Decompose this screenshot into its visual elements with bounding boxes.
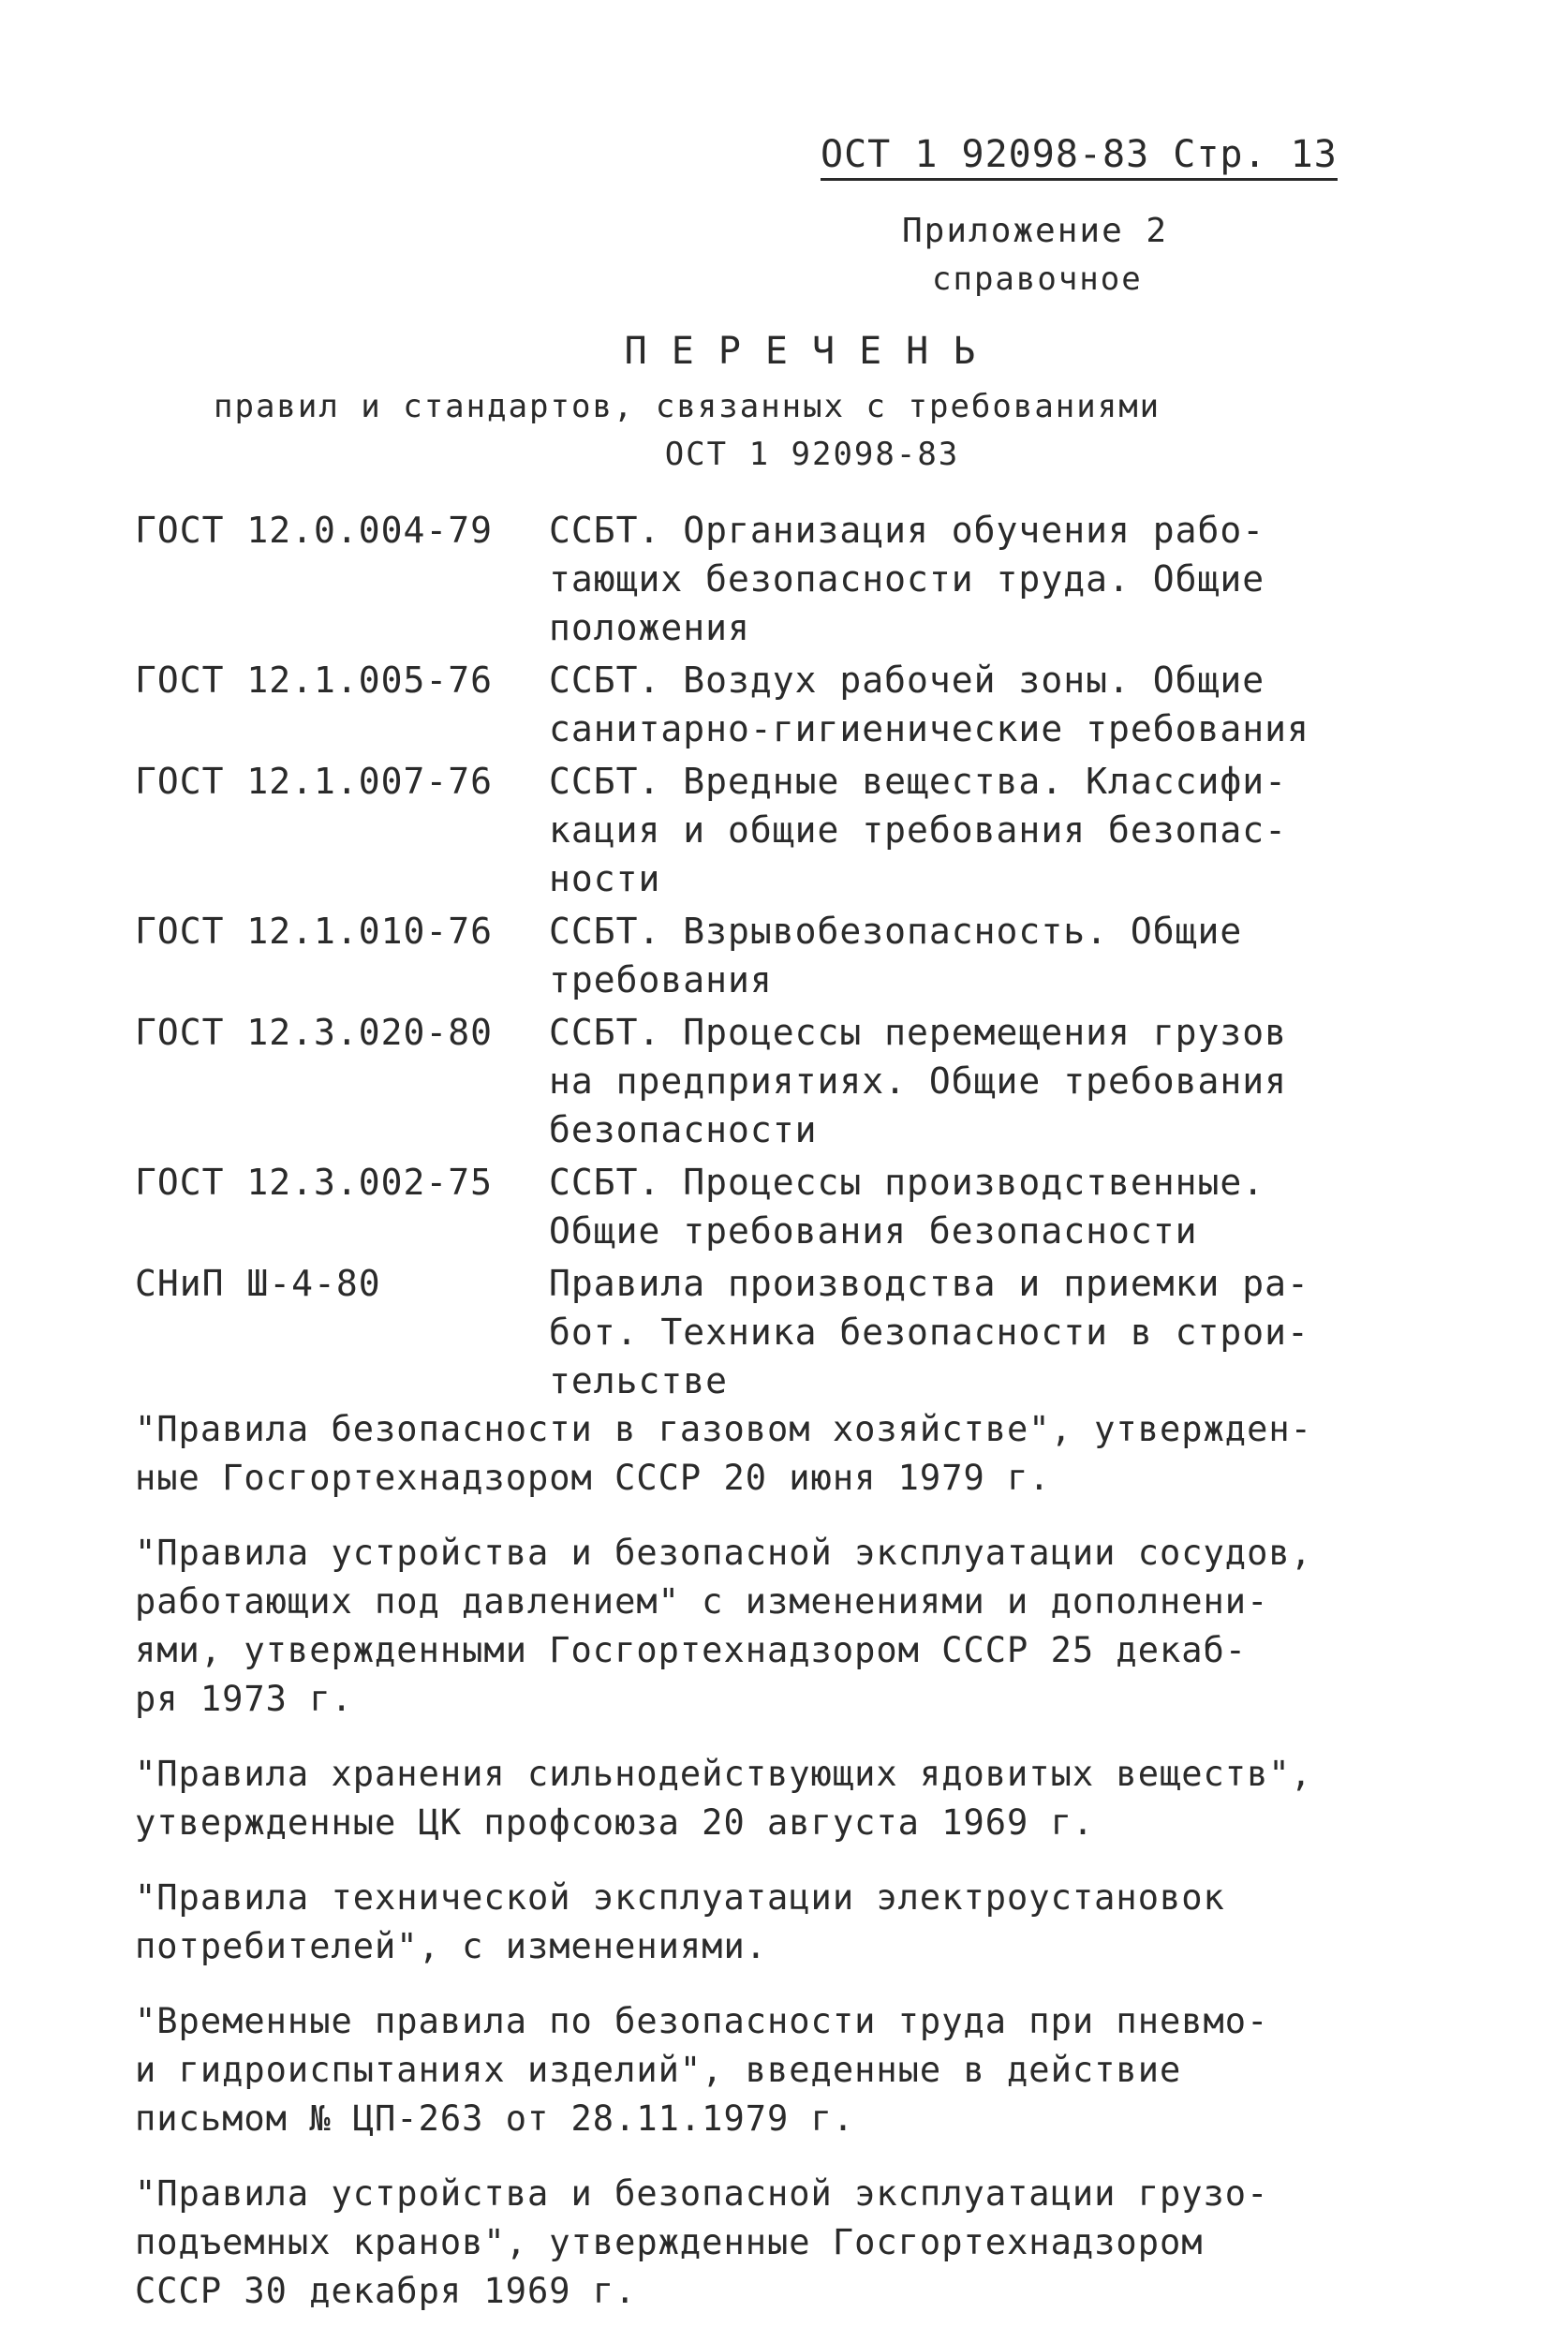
rule-line: письмом № ЦП-263 от 28.11.1979 г. <box>135 2098 855 2139</box>
rule-line: и гидроиспытаниях изделий", введенные в действие <box>135 2050 1182 2090</box>
description-line: положения <box>549 607 750 648</box>
rule-line: "Правила хранения сильнодействующих ядовитых веществ", <box>135 1754 1312 1794</box>
description-line: требования <box>549 959 773 1001</box>
rule-line: "Правила устройства и безопасной эксплуатации сосудов, <box>135 1533 1312 1573</box>
standard-description <box>549 757 1390 903</box>
rule-line: ные Госгортехнадзором СССР 20 июня 1979 г. <box>135 1458 1051 1498</box>
description-line: ССБТ. Вредные вещества. Классифи- <box>549 761 1287 802</box>
rule-item <box>135 1529 1446 1724</box>
description-line: кация и общие требования безопас- <box>549 809 1287 851</box>
standard-row <box>135 907 1390 1004</box>
standard-code: ГОСТ 12.3.002-75 <box>135 1162 494 1203</box>
standard-description <box>549 907 1390 1004</box>
description-line: на предприятиях. Общие требования <box>549 1060 1287 1102</box>
description-line: ССБТ. Процессы производственные. <box>549 1162 1265 1203</box>
rule-line: утвержденные ЦК профсоюза 20 августа 1969 г. <box>135 1802 1095 1843</box>
description-line: бот. Техника безопасности в строи- <box>549 1312 1309 1353</box>
standard-code: ГОСТ 12.0.004-79 <box>135 510 494 551</box>
standard-row <box>135 1158 1390 1255</box>
description-line: Общие требования безопасности <box>549 1210 1198 1252</box>
standard-row <box>135 757 1390 903</box>
standard-code: ГОСТ 12.1.010-76 <box>135 911 494 952</box>
list-title: ПЕРЕЧЕНЬ <box>624 330 1000 373</box>
description-line: ССБТ. Организация обучения рабо- <box>549 510 1265 551</box>
standard-description <box>549 1008 1390 1154</box>
description-line: санитарно-гигиенические требования <box>549 708 1309 749</box>
description-line: Правила производства и приемки ра- <box>549 1263 1309 1304</box>
standard-code: ГОСТ 12.1.007-76 <box>135 761 494 802</box>
rule-item <box>135 1874 1446 1971</box>
rule-line: "Временные правила по безопасности труда при пневмо- <box>135 2001 1269 2041</box>
list-standard-ref: ОСТ 1 92098-83 <box>664 436 960 473</box>
rule-line: "Правила технической эксплуатации электроустановок <box>135 1877 1225 1918</box>
rule-line: "Правила устройства и безопасной эксплуатации грузо- <box>135 2173 1269 2214</box>
standard-row <box>135 1008 1390 1154</box>
rule-item <box>135 1997 1446 2143</box>
rule-line: подъемных кранов", утвержденные Госгортехнадзором <box>135 2222 1204 2262</box>
standard-row <box>135 656 1390 753</box>
appendix-title: Приложение 2 <box>902 212 1169 250</box>
rule-line: потребителей", с изменениями. <box>135 1926 768 1966</box>
standard-description <box>549 1259 1390 1405</box>
standard-code: ГОСТ 12.3.020-80 <box>135 1012 494 1053</box>
rules-list <box>135 1405 1446 2342</box>
description-line: ности <box>549 858 661 899</box>
list-subtitle: правил и стандартов, связанных с требованиями <box>214 388 1161 425</box>
rule-item <box>135 1750 1446 1847</box>
description-line: безопасности <box>549 1109 818 1150</box>
standard-description <box>549 656 1390 753</box>
rule-item <box>135 1405 1446 1503</box>
rule-line: "Правила безопасности в газовом хозяйстве", утвержден- <box>135 1409 1312 1449</box>
rule-item <box>135 2170 1446 2316</box>
description-line: ССБТ. Воздух рабочей зоны. Общие <box>549 660 1265 701</box>
standard-description <box>549 506 1390 652</box>
standards-list <box>135 506 1390 1409</box>
rule-line: ями, утвержденными Госгортехнадзором СССР 25 декаб- <box>135 1630 1248 1670</box>
standard-code: ГОСТ 12.1.005-76 <box>135 660 494 701</box>
standard-code: СНиП Ш-4-80 <box>135 1263 381 1304</box>
rule-line: СССР 30 декабря 1969 г. <box>135 2271 637 2311</box>
description-line: ССБТ. Взрывобезопасность. Общие <box>549 911 1243 952</box>
description-line: тельстве <box>549 1360 729 1401</box>
standard-description <box>549 1158 1390 1255</box>
standard-row <box>135 506 1390 652</box>
rule-line: ря 1973 г. <box>135 1679 353 1719</box>
description-line: ССБТ. Процессы перемещения грузов <box>549 1012 1287 1053</box>
document-reference: ОСТ 1 92098-83 Стр. 13 <box>821 133 1338 181</box>
description-line: тающих безопасности труда. Общие <box>549 558 1265 600</box>
rule-line: работающих под давлением" с изменениями и дополнени- <box>135 1581 1269 1622</box>
standard-row <box>135 1259 1390 1405</box>
appendix-subtitle: справочное <box>932 260 1143 298</box>
